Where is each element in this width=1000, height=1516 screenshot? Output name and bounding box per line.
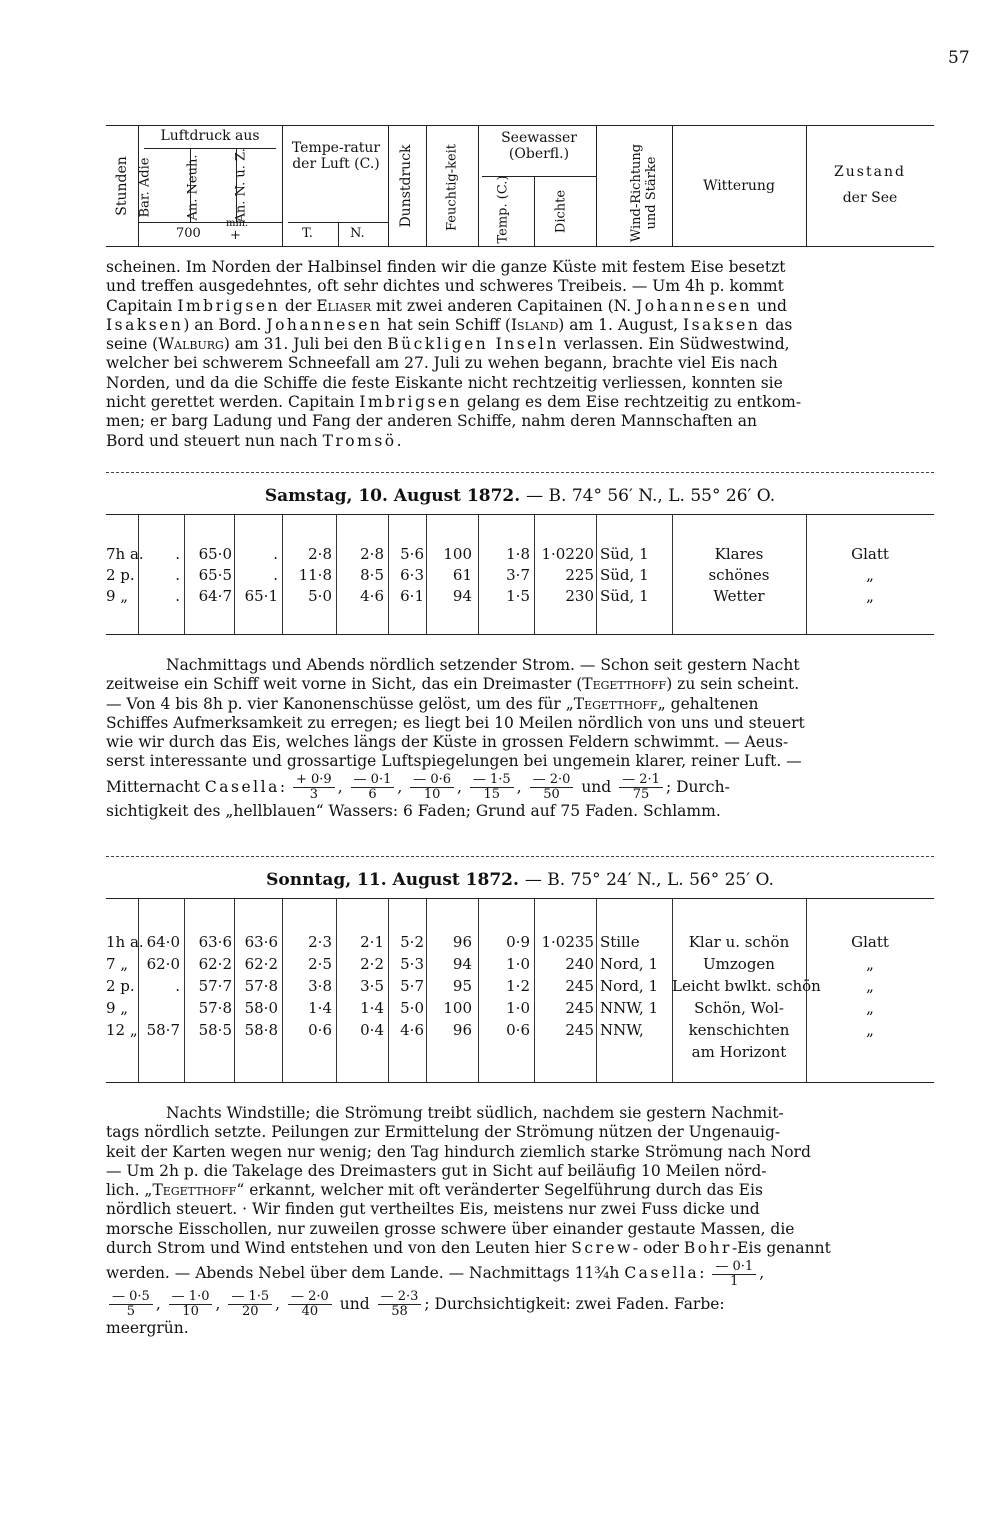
cell-sw-dichte: 240 — [565, 955, 594, 973]
fraction: $\frac{— 0\cdot 1}{1}$ — [712, 1260, 756, 1289]
cell-sw-dichte: 245 — [565, 1021, 594, 1039]
paragraph-1: scheinen. Im Norden der Halbinsel finden wir die ganze Küste mit festem Eise besetzt und treffen ausgedehntes, oft sehr dichtes und schweres Treibeis. — Um 4h p. kommt Capitain Imbrigsen der Eliaser mit zwei anderen Capitainen (N. Johannesen und Isaksen) an Bord. Johannesen hat sein Schiff (Island) am 1. August, Isaksen das seine (Walburg) am 31. Juli bei den Bückligen Inseln verlassen. Ein Südwestwind, welcher bei schwerem Schneefall am 27. Juli zu wehen begann, brachte viel Eis nach Norden, und da die Schiffe die feste Eiskante nicht rechtzeitig verliessen, konnten sie nicht gerettet werden. Capitain Imbrigsen gelang es dem Eise rechtzeitig zu entkom- men; er barg Ladung und Fang der anderen Schiffe, nahm deren Mannschaften an Bord und steuert nun nach Tromsö. — [106, 258, 802, 450]
table-row — [106, 932, 934, 952]
fraction: $\frac{— 0\cdot 5}{5}$ — [109, 1290, 153, 1319]
col-an-nuz: An. N. u. Z. — [233, 148, 249, 223]
cell-witterung: kenschichten — [688, 1021, 790, 1039]
cell-sw-dichte: 245 — [565, 977, 594, 995]
cell-temp-n: 2·8 — [360, 545, 384, 563]
cell-witterung: Schön, Wol- — [694, 999, 784, 1017]
cell-wind: Süd, 1 — [600, 545, 649, 563]
cell-temp-n: 2·2 — [360, 955, 384, 973]
cell-wind: Nord, 1 — [600, 977, 659, 995]
cell-sw-dichte: 245 — [565, 999, 594, 1017]
cell-sw-temp: 0·9 — [506, 933, 530, 951]
col-witterung: Witterung — [703, 178, 775, 194]
cell-feucht: 94 — [452, 587, 472, 605]
cell-sw-temp: 1·2 — [506, 977, 530, 995]
table-row — [106, 954, 934, 974]
cell-an-neuh: 63·6 — [198, 933, 232, 951]
col-temp-n: N. — [350, 226, 365, 241]
col-wind: Wind-Richtung und Stärke — [629, 143, 659, 243]
cell-hour: 12 „ — [106, 1021, 138, 1039]
cell-sw-dichte: 1·0220 — [541, 545, 594, 563]
cell-sw-temp: 1·0 — [506, 955, 530, 973]
cell-see: „ — [866, 955, 874, 973]
cell-see: „ — [866, 587, 874, 605]
col-temp-t: T. — [302, 226, 313, 241]
cell-sw-dichte: 1·0235 — [541, 933, 594, 951]
paragraph-2: Nachmittags und Abends nördlich setzender Strom. — Schon seit gestern Nacht zeitweise ein Schiff weit vorne in Sicht, das ein Dreimaster (Tegetthoff) zu sein scheint. — Von 4 bis 8h p. vier Kanonenschüsse gelöst, um des für „Tegetthoff„ gehaltenen Schiffes Aufmerksamkeit zu erregen; es liegt bei 10 Meilen nördlich von uns und steuert wie wir durch das Eis, welches längs der Küste in grossen Feldern schwimmt. — Aeus- serst interessante und grossartige Luftspiegelungen bei ungemein klarer, reiner Luft. — Mitternacht Casella: $\frac{+ 0\cdot 9}{3}$ , $\frac{— 0\cdot 1}{6}$ , $\frac{— 0\cdot 6}{10}$ , $\frac{— 1\cdot 5}{15}$ , $\frac{— 2\cdot 0}{50}$ und $\frac{— 2\cdot 1}{75}$ ; Durch- sichtigkeit des „hellblauen“ Wassers: 6 Faden; Grund auf 75 Faden. Schlamm. — [106, 656, 805, 821]
cell-temp-n: 2·1 — [360, 933, 384, 951]
cell-dunst: 5·2 — [400, 933, 424, 951]
col-feuchtigkeit: Feuchtig-keit — [444, 143, 460, 232]
col-zustand-sub: der See — [842, 190, 898, 206]
cell-witterung: Wetter — [713, 587, 765, 605]
cell-an-nuz: . — [273, 566, 278, 584]
cell-an-neuh: 65·5 — [198, 566, 232, 584]
cell-temp-n: 3·5 — [360, 977, 384, 995]
fraction: $\frac{— 2\cdot 3}{58}$ — [378, 1290, 422, 1319]
cell-wind: Süd, 1 — [600, 587, 649, 605]
cell-feucht: 100 — [443, 545, 472, 563]
cell-wind: Nord, 1 — [600, 955, 659, 973]
cell-temp-n: 4·6 — [360, 587, 384, 605]
col-an-neuh: An. Neuh. — [185, 154, 201, 221]
fraction: $\frac{— 1\cdot 0}{10}$ — [169, 1290, 213, 1319]
col-zustand: Zustand — [834, 164, 906, 180]
col-dunstdruck: Dunstdruck — [398, 144, 414, 228]
fraction: $\frac{+ 0\cdot 9}{3}$ — [293, 773, 335, 802]
cell-dunst: 4·6 — [400, 1021, 424, 1039]
cell-bar: 62·0 — [146, 955, 180, 973]
cell-bar: . — [175, 545, 180, 563]
cell-see: Glatt — [851, 545, 889, 563]
cell-bar: . — [175, 977, 180, 995]
cell-an-nuz: 65·1 — [244, 587, 278, 605]
cell-bar: 58·7 — [146, 1021, 180, 1039]
cell-an-neuh: 57·7 — [198, 977, 232, 995]
cell-an-nuz: 62·2 — [244, 955, 278, 973]
cell-temp-t: 3·8 — [308, 977, 332, 995]
fraction: $\frac{— 0\cdot 1}{6}$ — [351, 773, 395, 802]
cell-sw-dichte: 230 — [565, 587, 594, 605]
cell-sw-dichte: 225 — [565, 566, 594, 584]
table-row — [106, 976, 934, 996]
cell-witterung: schönes — [708, 566, 770, 584]
cell-dunst: 5·6 — [400, 545, 424, 563]
dateline-1: Samstag, 10. August 1872. — B. 74° 56′ N., L. 55° 26′ O. — [264, 486, 776, 506]
cell-temp-t: 11·8 — [298, 566, 332, 584]
luftdruck-unit: mm. — [226, 218, 249, 229]
cell-feucht: 61 — [452, 566, 472, 584]
col-temp: Tempe-ratur der Luft (C.) — [291, 140, 381, 172]
cell-an-neuh: 64·7 — [198, 587, 232, 605]
cell-an-neuh: 57·8 — [198, 999, 232, 1017]
cell-witterung: Klar u. schön — [688, 933, 790, 951]
col-seewasser: Seewasser (Oberfl.) — [501, 130, 577, 162]
cell-feucht: 95 — [452, 977, 472, 995]
cell-temp-n: 1·4 — [360, 999, 384, 1017]
cell-see: „ — [866, 999, 874, 1017]
fraction: $\frac{— 2\cdot 1}{75}$ — [619, 773, 663, 802]
page-number: 57 — [948, 48, 970, 68]
cell-sw-temp: 0·6 — [506, 1021, 530, 1039]
cell-witterung: am Horizont — [691, 1043, 787, 1061]
cell-hour: 9 „ — [106, 587, 129, 605]
table-row — [106, 586, 934, 606]
fraction: $\frac{— 0\cdot 6}{10}$ — [410, 773, 454, 802]
cell-an-nuz: 63·6 — [244, 933, 278, 951]
cell-dunst: 6·3 — [400, 566, 424, 584]
cell-see: „ — [866, 1021, 874, 1039]
fraction: $\frac{— 1\cdot 5}{20}$ — [228, 1290, 272, 1319]
cell-temp-t: 2·8 — [308, 545, 332, 563]
fraction: $\frac{— 2\cdot 0}{40}$ — [288, 1290, 332, 1319]
cell-dunst: 5·0 — [400, 999, 424, 1017]
table-row — [106, 565, 934, 585]
col-seewasser-temp: Temp. (C.) — [495, 175, 511, 244]
cell-sw-temp: 1·5 — [506, 587, 530, 605]
fraction: $\frac{— 1\cdot 5}{15}$ — [470, 773, 514, 802]
cell-see: „ — [866, 566, 874, 584]
table-row — [106, 998, 934, 1018]
table-row — [106, 1020, 934, 1040]
cell-wind: NNW, 1 — [600, 999, 659, 1017]
cell-feucht: 94 — [452, 955, 472, 973]
cell-dunst: 6·1 — [400, 587, 424, 605]
cell-bar: 64·0 — [146, 933, 180, 951]
cell-witterung: Umzogen — [703, 955, 775, 973]
col-bar-adie: Bar. Adie — [137, 157, 153, 218]
cell-hour: 7h a. — [106, 545, 144, 563]
cell-witterung: Leicht bwlkt. schön — [672, 977, 821, 995]
cell-an-nuz: 58·0 — [244, 999, 278, 1017]
cell-bar: . — [175, 566, 180, 584]
cell-see: „ — [866, 977, 874, 995]
cell-feucht: 96 — [452, 1021, 472, 1039]
cell-sw-temp: 3·7 — [506, 566, 530, 584]
paragraph-3: Nachts Windstille; die Strömung treibt südlich, nachdem sie gestern Nachmit- tags nördlich setzte. Peilungen zur Ermittelung der Strömung nützen der Ungenauig- keit der Karten wegen nur wenig; den Tag hindurch ziemlich starke Strömung nach Nord — Um 2h p. die Takelage des Dreimasters gut in Sicht auf beiläufig 10 Meilen nörd- lich. „Tegetthoff“ erkannt, welcher mit oft veränderter Segelführung durch das Eis nördlich steuert. · Wir finden gut vertheiltes Eis, meistens nur zwei Fuss dicke und morsche Eisschollen, nur zuweilen grosse schwere über einander gestaute Massen, die durch Strom und Wind entstehen und von den Leuten hier Screw- oder Bohr-Eis genannt werden. — Abends Nebel über dem Lande. — Nachmittags 11¾h Casella: $\frac{— 0\cdot 1}{1}$ , $\frac{— 0\cdot 5}{5}$ , $\frac{— 1\cdot 0}{10}$ , $\frac{— 1\cdot 5}{20}$ , $\frac{— 2\cdot 0}{40}$ und $\frac{— 2\cdot 3}{58}$ ; Durchsichtigkeit: zwei Faden. Farbe: meergrün. — [106, 1104, 831, 1338]
cell-dunst: 5·3 — [400, 955, 424, 973]
cell-temp-t: 1·4 — [308, 999, 332, 1017]
cell-see: Glatt — [851, 933, 889, 951]
cell-wind: Stille — [600, 933, 640, 951]
cell-hour: 2 p. — [106, 566, 135, 584]
cell-sw-temp: 1·0 — [506, 999, 530, 1017]
cell-an-nuz: 57·8 — [244, 977, 278, 995]
cell-temp-n: 0·4 — [360, 1021, 384, 1039]
cell-feucht: 96 — [452, 933, 472, 951]
cell-dunst: 5·7 — [400, 977, 424, 995]
observation-table-1 — [106, 514, 934, 634]
cell-hour: 7 „ — [106, 955, 129, 973]
cell-hour: 2 p. — [106, 977, 135, 995]
cell-sw-temp: 1·8 — [506, 545, 530, 563]
dateline-2: Sonntag, 11. August 1872. — B. 75° 24′ N., L. 56° 25′ O. — [266, 870, 774, 890]
table-row — [106, 544, 934, 564]
cell-temp-t: 5·0 — [308, 587, 332, 605]
cell-temp-n: 8·5 — [360, 566, 384, 584]
fraction: $\frac{— 2\cdot 0}{50}$ — [530, 773, 574, 802]
cell-temp-t: 0·6 — [308, 1021, 332, 1039]
col-seewasser-dichte: Dichte — [553, 189, 569, 234]
cell-an-nuz: . — [273, 545, 278, 563]
cell-an-neuh: 65·0 — [198, 545, 232, 563]
cell-wind: Süd, 1 — [600, 566, 649, 584]
cell-witterung: Klares — [714, 545, 764, 563]
cell-an-neuh: 58·5 — [198, 1021, 232, 1039]
luftdruck-base: 700 — [176, 226, 201, 241]
table-row — [106, 1042, 934, 1062]
cell-wind: NNW, — [600, 1021, 644, 1039]
cell-an-neuh: 62·2 — [198, 955, 232, 973]
cell-temp-t: 2·5 — [308, 955, 332, 973]
col-luftdruck: Luftdruck aus — [160, 128, 260, 144]
cell-feucht: 100 — [443, 999, 472, 1017]
cell-an-nuz: 58·8 — [244, 1021, 278, 1039]
cell-hour: 9 „ — [106, 999, 129, 1017]
cell-hour: 1h a. — [106, 933, 144, 951]
cell-bar: . — [175, 587, 180, 605]
col-stunden: Stunden — [114, 156, 130, 216]
observation-table-2 — [106, 898, 934, 1082]
table-header: Stunden Luftdruck aus Bar. Adie An. Neuh. An. N. u. Z. 700 mm. + Tempe-ratur der Luft (C.) T. N. Dunstdruck Feuchtig-keit Seewasser (Oberfl.) Temp. (C.) Dichte Wind-Richtung und Stärke Witterung Zustand der See — [106, 125, 934, 247]
cell-temp-t: 2·3 — [308, 933, 332, 951]
